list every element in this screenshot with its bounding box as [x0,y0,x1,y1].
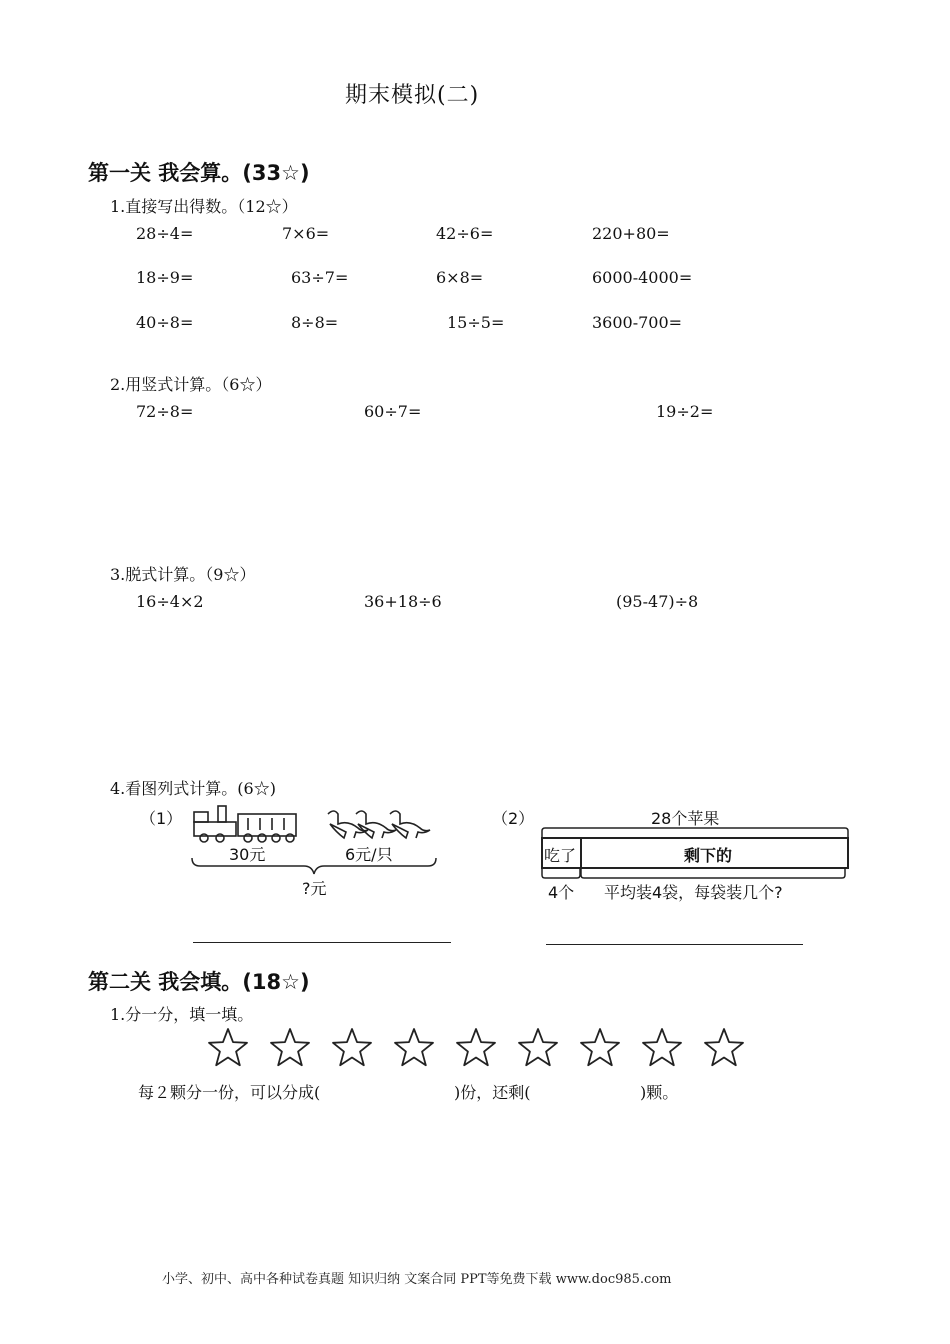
q1-label: 1.直接写出得数。（12☆） [110,197,298,216]
star-icon [395,1029,433,1065]
answer-line[interactable] [546,944,803,945]
dinosaur-icon [328,811,430,838]
part1-heading: 第一关 我会算。(33☆) [88,161,310,185]
bottom-brace-icon [540,868,850,880]
segment-divider [580,837,582,869]
blank-groups[interactable] [373,1082,451,1102]
eq-cell: 3600-700= [592,313,683,332]
blank-remainder[interactable] [560,1082,638,1102]
q4-label: 4.看图列式计算。(6☆) [110,779,276,798]
fill-sentence-c: )颗。 [640,1083,679,1102]
eq-cell: 16÷4×2 [136,592,204,611]
fill-sentence-a: 每２颗分一份，可以分成( [138,1083,321,1102]
star-icon [457,1029,495,1065]
star-icon [519,1029,557,1065]
eq-cell: 28÷4= [136,224,194,243]
eq-cell: 42÷6= [436,224,494,243]
eq-cell: 60÷7= [364,402,422,421]
star-icon [271,1029,309,1065]
footer-text: 小学、初中、高中各种试卷真题 知识归纳 文案合同 PPT等免费下载 www.doc985.com [162,1272,672,1287]
star-icon [643,1029,681,1065]
eq-cell: 72÷8= [136,402,194,421]
eq-cell: (95-47)÷8 [616,592,699,611]
pic2-number: （2） [492,809,535,828]
rest-question-label: 平均装4袋，每袋装几个? [604,883,783,902]
eq-cell: 6000-4000= [592,268,693,287]
rest-label: 剩下的 [684,846,733,865]
ate-amount-label: 4个 [548,883,575,902]
fill-sentence-b: )份，还剩( [454,1083,531,1102]
price-label: 30元 [229,845,266,864]
q2-label: 2.用竖式计算。（6☆） [110,375,272,394]
star-row [200,1024,760,1072]
q3-label: 3.脱式计算。（9☆） [110,565,256,584]
eq-cell: 7×6= [282,224,330,243]
star-icon [209,1029,247,1065]
page-title: 期末模拟(二) [345,83,480,108]
ate-label: 吃了 [544,846,577,865]
star-icon [333,1029,371,1065]
eq-cell: 40÷8= [136,313,194,332]
eq-cell: 220+80= [592,224,670,243]
total-apples-label: 28个苹果 [651,809,720,828]
eq-cell: 6×8= [436,268,484,287]
train-icon [194,806,296,842]
star-icon [581,1029,619,1065]
eq-cell: 19÷2= [656,402,714,421]
total-label: ?元 [302,879,327,898]
eq-cell: 63÷7= [291,268,349,287]
pic1-number: （1） [140,809,183,828]
answer-line[interactable] [193,942,451,943]
p2-q1-label: 1.分一分，填一填。 [110,1005,254,1024]
star-icon [705,1029,743,1065]
eq-cell: 36+18÷6 [364,592,442,611]
eq-cell: 18÷9= [136,268,194,287]
part2-heading: 第二关 我会填。(18☆) [88,970,310,994]
price-label: 6元/只 [345,845,393,864]
eq-cell: 8÷8= [291,313,339,332]
eq-cell: 15÷5= [447,313,505,332]
